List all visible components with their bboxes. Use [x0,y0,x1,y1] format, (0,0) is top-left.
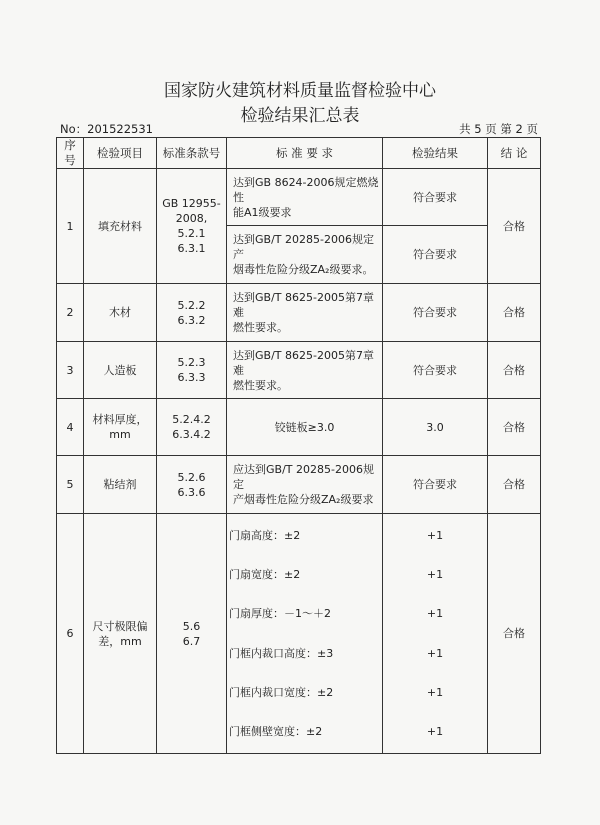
results-table [56,137,541,754]
table-row [57,284,541,342]
row-item: 填充材料 [84,169,157,284]
row-result: 符合要求 [383,342,488,399]
result-list [383,516,487,752]
clause-line: 6.3.2 [177,313,206,327]
row-clause [157,514,227,754]
row-conclusion: 合格 [488,456,541,514]
table-row [57,456,541,514]
row-conclusion: 合格 [488,169,541,284]
row-item: 粘结剂 [84,456,157,514]
row-requirement [227,514,383,754]
row-conclusion: 合格 [488,342,541,399]
clause-line: 5.2.6 [177,470,206,484]
header-conclusion: 结 论 [488,138,541,169]
clause-line: GB 12955- [162,197,221,210]
row-conclusion: 合格 [488,284,541,342]
row-number: 6 [57,514,84,754]
requirement-list [227,516,382,752]
requirement-line: 门扇厚度：－1～＋2 [229,607,331,621]
row-item: 人造板 [84,342,157,399]
row-requirement: 铰链板≥3.0 [227,399,383,456]
clause-line: 6.3.1 [177,242,206,255]
clause-line: 5.6 [182,619,201,633]
clause-line: 5.2.2 [177,298,206,312]
clause-line: 6.3.3 [177,371,206,384]
clause-line: 5.2.4.2 [172,413,211,426]
clause-line: 6.3.4.2 [172,428,211,441]
clause-line: 6.3.6 [177,485,206,499]
row-result: 符合要求 [383,456,488,514]
document-title: 检验结果汇总表 [240,106,360,126]
result-line: +1 [426,646,444,660]
row-requirement [227,456,383,514]
table-header-row [57,138,541,169]
row-result: 符合要求 [383,284,488,342]
page-info: 共 5 页 第 2 页 [459,122,538,136]
row-result: 符合要求 [383,169,488,226]
result-line: +1 [426,567,444,581]
header-requirement: 标 准 要 求 [227,138,383,169]
clause-line: 2008, [175,212,208,225]
requirement-line: 能A1级要求 [233,205,292,219]
requirement-line: 门框侧壁宽度：±2 [229,725,323,739]
clause-line: 6.7 [182,634,201,648]
item-line: mm [109,428,131,441]
row-clause [157,342,227,399]
row-clause [157,169,227,284]
header-item: 检验项目 [84,138,157,169]
item-line: 差，mm [98,634,142,648]
row-number: 4 [57,399,84,456]
requirement-line: 燃性要求。 [233,378,288,392]
clause-line: 5.2.3 [177,356,206,369]
result-line: +1 [426,528,444,542]
org-title: 国家防火建筑材料质量监督检验中心 [164,81,436,101]
requirement-line: 达到GB/T 20285-2006规定产 [233,233,374,261]
requirement-line: 达到GB/T 8625-2005第7章难 [233,291,374,319]
requirement-line: 烟毒性危险分级ZA₂级要求。 [233,263,374,276]
table-row [57,342,541,399]
row-clause [157,456,227,514]
result-line: +1 [426,725,444,739]
row-item [84,514,157,754]
header-clause: 标准条款号 [157,138,227,169]
requirement-line: 门框内裁口宽度：±2 [229,685,334,699]
requirement-line: 燃性要求。 [233,321,288,334]
item-line: 尺寸极限偏 [92,619,148,633]
requirement-line: 应达到GB/T 20285-2006规定 [233,463,374,491]
table-row [57,514,541,754]
row-number: 2 [57,284,84,342]
requirement-line: 产烟毒性危险分级ZA₂级要求 [233,493,374,506]
row-result [383,514,488,754]
row-clause [157,399,227,456]
requirement-line: 门扇高度：±2 [229,528,301,542]
requirement-line: 门扇宽度：±2 [229,567,301,581]
row-item: 木材 [84,284,157,342]
row-requirement [227,169,383,226]
header-result: 检验结果 [383,138,488,169]
table-row [57,399,541,456]
row-result: 3.0 [383,399,488,456]
row-conclusion: 合格 [488,514,541,754]
row-number: 3 [57,342,84,399]
table-row [57,169,541,226]
row-number: 1 [57,169,84,284]
requirement-line: 达到GB 8624-2006规定燃烧性 [233,175,379,204]
result-line: +1 [426,607,444,621]
row-result: 符合要求 [383,226,488,284]
row-number: 5 [57,456,84,514]
row-requirement [227,342,383,399]
row-requirement [227,284,383,342]
row-requirement [227,226,383,284]
row-clause [157,284,227,342]
requirement-line: 门框内裁口高度：±3 [229,646,334,660]
requirement-line: 达到GB/T 8625-2005第7章难 [233,348,374,377]
row-item [84,399,157,456]
item-line: 材料厚度， [92,413,148,426]
header-no: 序号 [57,138,84,169]
report-number: No：201522531 [60,122,153,136]
clause-line: 5.2.1 [177,227,206,240]
result-line: +1 [426,685,444,699]
row-conclusion: 合格 [488,399,541,456]
